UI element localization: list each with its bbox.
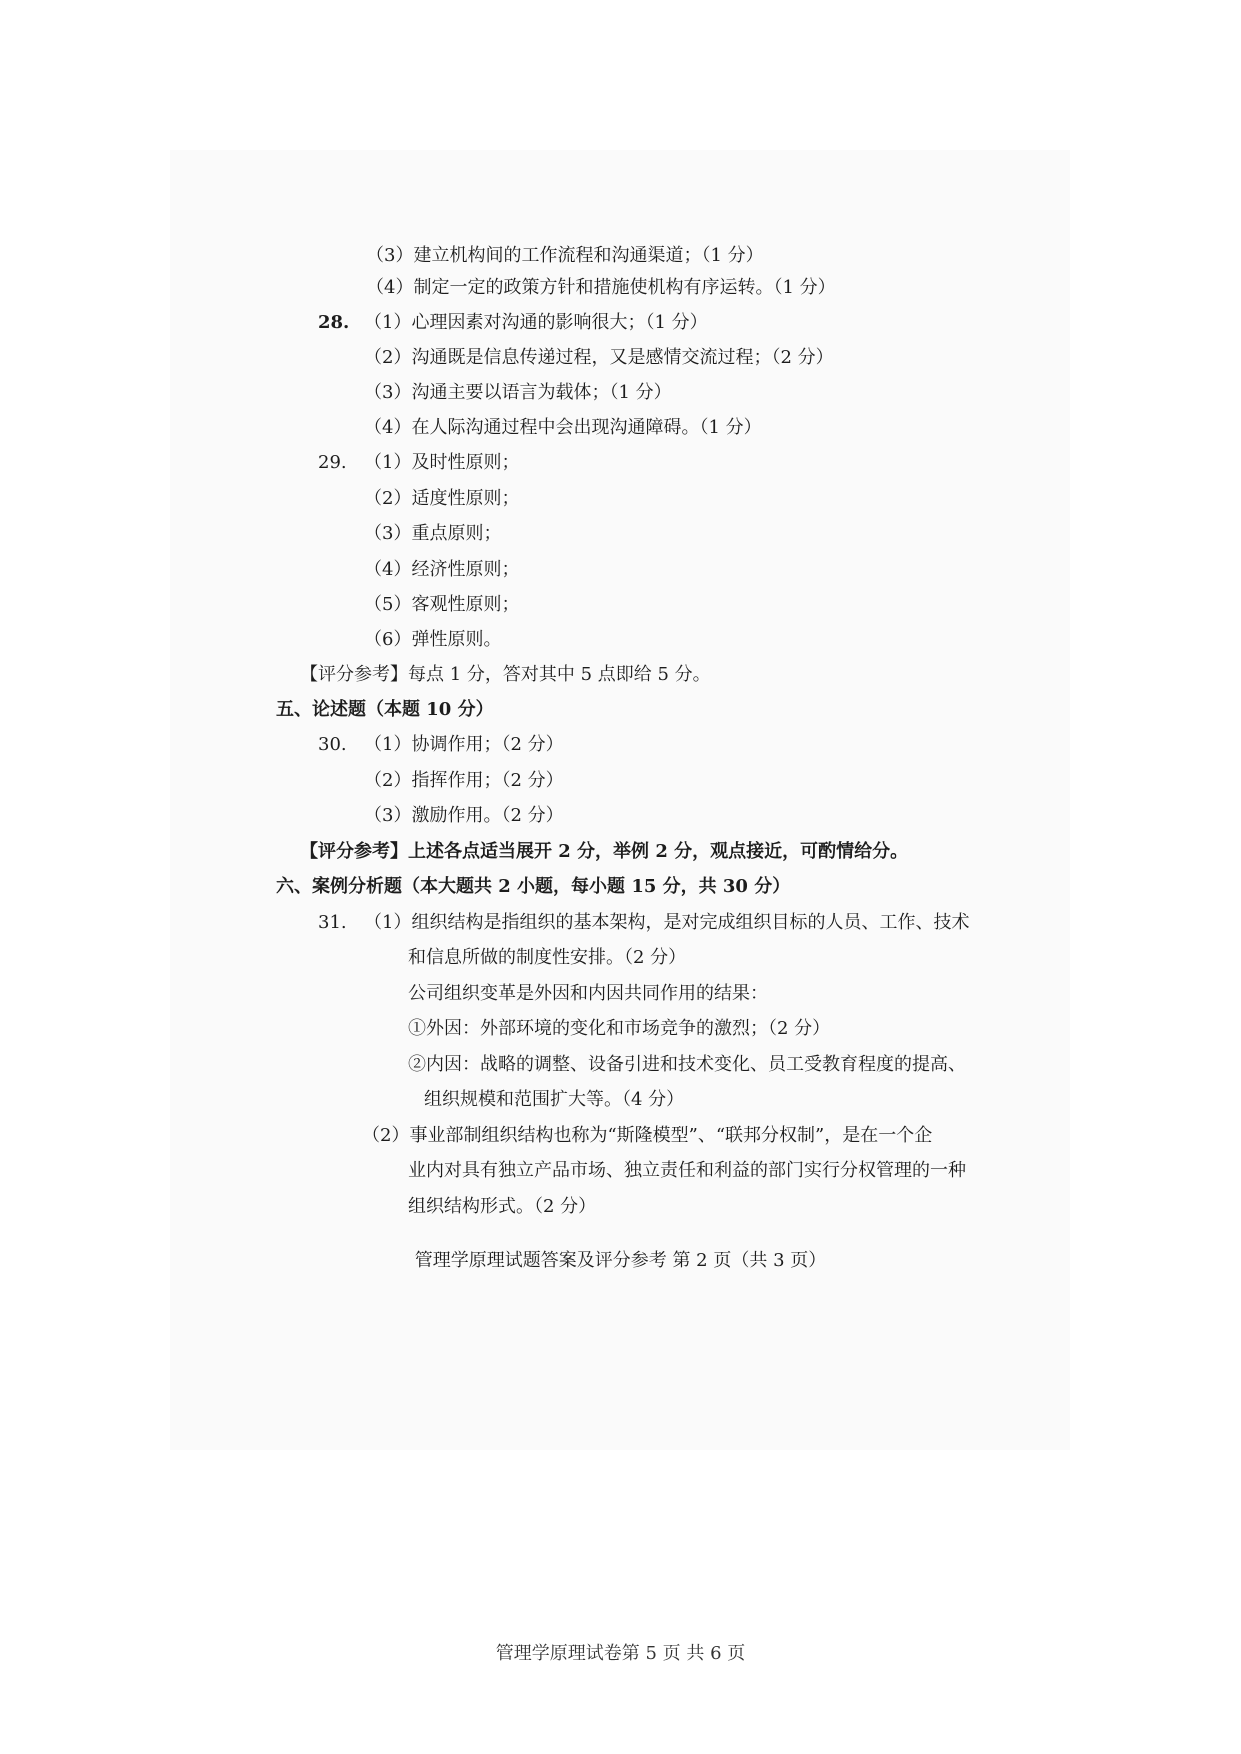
answer-31-part-1-line-6: 组织规模和范围扩大等。（4 分） <box>424 1089 685 1110</box>
answer-28-item-1: （1）心理因素对沟通的影响很大；（1 分） <box>364 312 708 333</box>
answer-30-item-1: （1）协调作用；（2 分） <box>364 734 564 755</box>
answer-31-part-2-line-3: 组织结构形式。（2 分） <box>408 1196 597 1217</box>
answer-29-item-3: （3）重点原则； <box>364 523 502 544</box>
answer-30 <box>318 733 564 757</box>
answer-29-item-2: （2）适度性原则； <box>364 488 520 509</box>
answer-28-item-2: （2）沟通既是信息传递过程，又是感情交流过程；（2 分） <box>364 347 834 368</box>
answer-29-item-4: （4）经济性原则； <box>364 559 520 580</box>
answer-29-item-1: （1）及时性原则； <box>364 452 520 473</box>
section-heading-5: 五、论述题（本题 10 分） <box>276 699 494 720</box>
answer-31-part-1-line-2: 和信息所做的制度性安排。（2 分） <box>408 947 687 968</box>
answer-28 <box>318 311 708 335</box>
answer-31 <box>318 911 969 935</box>
question-number: 28. <box>318 312 350 333</box>
answer-29-item-5: （5）客观性原则； <box>364 594 520 615</box>
answer-28-item-3: （3）沟通主要以语言为载体；（1 分） <box>364 382 672 403</box>
answer-31-part-1-line-5: ②内因：战略的调整、设备引进和技术变化、员工受教育程度的提高、 <box>408 1054 966 1075</box>
answer-29-item-6: （6）弹性原则。 <box>364 629 502 650</box>
answer-31-part-1-line-4: ①外因：外部环境的变化和市场竞争的激烈；（2 分） <box>408 1018 831 1039</box>
scoring-note-29: 【评分参考】每点 1 分，答对其中 5 点即给 5 分。 <box>300 664 711 685</box>
question-number: 30. <box>318 734 347 755</box>
document-page-footer: 管理学原理试卷第 5 页 共 6 页 <box>495 1643 746 1664</box>
answer-27-item-4: （4）制定一定的政策方针和措施使机构有序运转。（1 分） <box>366 277 836 298</box>
answer-31-part-1-line-1: （1）组织结构是指组织的基本架构，是对完成组织目标的人员、工作、技术 <box>364 912 970 933</box>
answer-31-part-2-line-1: （2）事业部制组织结构也称为“斯隆模型”、“联邦分权制”，是在一个企 <box>362 1125 933 1146</box>
section-heading-6: 六、案例分析题（本大题共 2 小题，每小题 15 分，共 30 分） <box>276 876 791 897</box>
answer-31-part-2-line-2: 业内对具有独立产品市场、独立责任和利益的部门实行分权管理的一种 <box>408 1160 966 1181</box>
scoring-note-30: 【评分参考】上述各点适当展开 2 分，举例 2 分，观点接近，可酌情给分。 <box>300 841 909 862</box>
scanned-page-footer: 管理学原理试题答案及评分参考 第 2 页（共 3 页） <box>414 1250 827 1271</box>
answer-27-item-3: （3）建立机构间的工作流程和沟通渠道；（1 分） <box>366 245 764 266</box>
question-number: 31. <box>318 912 347 933</box>
answer-30-item-3: （3）激励作用。（2 分） <box>364 805 564 826</box>
answer-31-part-1-line-3: 公司组织变革是外因和内因共同作用的结果： <box>408 983 768 1004</box>
answer-30-item-2: （2）指挥作用；（2 分） <box>364 770 564 791</box>
answer-29 <box>318 451 519 475</box>
question-number: 29. <box>318 452 347 473</box>
answer-28-item-4: （4）在人际沟通过程中会出现沟通障碍。（1 分） <box>364 417 762 438</box>
